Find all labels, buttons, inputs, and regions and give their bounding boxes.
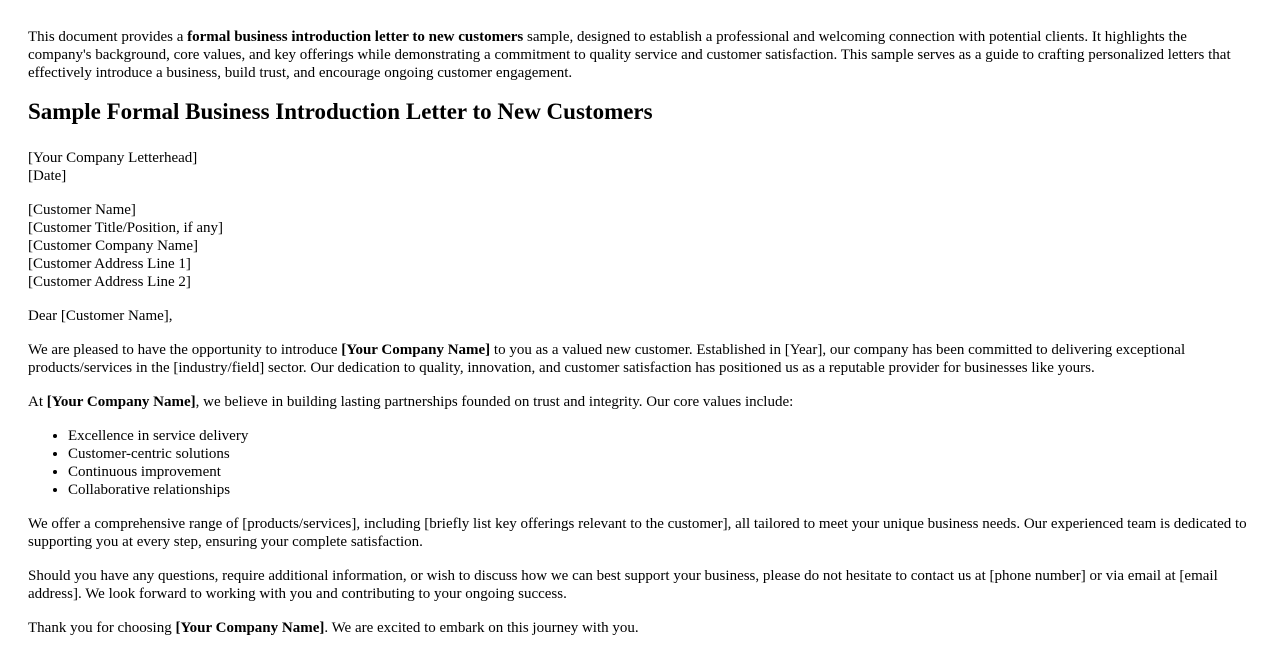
page-title: Sample Formal Business Introduction Letter to New Customers (28, 99, 653, 124)
list-item: • Collaborative relationships (68, 481, 1250, 499)
para5-text-end: . We are excited to embark on this journey with you. (324, 620, 639, 636)
intro-paragraph (28, 28, 1250, 82)
body-paragraph-introduction (28, 341, 1250, 377)
body-paragraph-values (28, 393, 1250, 411)
body-paragraph-offerings: We offer a comprehensive range of [products/services], including [briefly list key offerings relevant to the customer], all tailored to meet your unique business needs. Our experienced team is dedicated to supporting you at every step, ensuring your complete satisfaction. (28, 516, 1247, 550)
address-line-customer-title: [Customer Title/Position, if any] (28, 220, 224, 236)
core-values-list (28, 427, 1250, 499)
para1-company-name: [Your Company Name] (341, 342, 491, 358)
para2-text-end: , we believe in building lasting partnerships founded on trust and integrity. Our core values include: (195, 394, 794, 410)
address-line-1: [Customer Address Line 1] (28, 256, 191, 272)
intro-text-start: This document provides a (28, 29, 188, 45)
body-paragraph-closing (28, 619, 1250, 637)
list-item: • Excellence in service delivery (68, 427, 1250, 445)
para1-text-start: We are pleased to have the opportunity to introduce (28, 342, 342, 358)
letterhead-line: [Your Company Letterhead] (28, 150, 198, 166)
para1-text-end: to you as a valued new customer. Established in [Year], our company has been committed to delivering exceptional products/services in the [industry/field] sector. Our dedication to quality, innovation, and customer satisfaction has positioned us as a reputable provider for businesses like yours. (28, 342, 1186, 376)
address-line-customer-name: [Customer Name] (28, 202, 136, 218)
list-item: • Customer-centric solutions (68, 445, 1250, 463)
para5-company-name: [Your Company Name] (175, 620, 325, 636)
intro-text-end: sample, designed to establish a professional and welcoming connection with potential clients. It highlights the company's background, core values, and key offerings while demonstrating a commitment to quality service and customer satisfaction. This sample serves as a guide to crafting personalized letters that effectively introduce a business, build trust, and encourage ongoing customer engagement. (28, 29, 1231, 81)
letterhead-block (28, 149, 1250, 185)
list-item: • Continuous improvement (68, 463, 1250, 481)
para2-text-start: At (28, 394, 47, 410)
document-page (28, 28, 1250, 653)
para5-text-start: Thank you for choosing (28, 620, 176, 636)
body-paragraph-contact: Should you have any questions, require additional information, or wish to discuss how we can best support your business, please do not hesitate to contact us at [phone number] or via email at [email address]. We look forward to working with you and contributing to your ongoing success. (28, 568, 1218, 602)
address-line-2: [Customer Address Line 2] (28, 274, 191, 290)
date-line: [Date] (28, 168, 67, 184)
address-block (28, 201, 1250, 291)
salutation: Dear [Customer Name], (28, 308, 173, 324)
intro-bold-phrase: formal business introduction letter to new customers (187, 29, 524, 45)
address-line-company-name: [Customer Company Name] (28, 238, 198, 254)
para2-company-name: [Your Company Name] (46, 394, 196, 410)
